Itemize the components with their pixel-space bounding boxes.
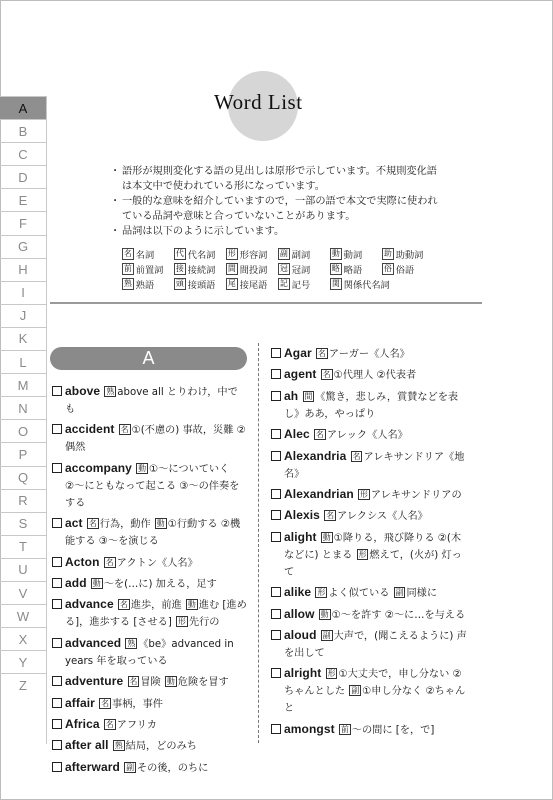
definition: アレキサンドリア《地名》 bbox=[284, 451, 465, 480]
pos-tag: 熟 bbox=[127, 638, 136, 648]
pos-tag: 動 bbox=[320, 609, 329, 619]
tab-p[interactable]: P bbox=[0, 442, 46, 465]
entry-checkbox[interactable] bbox=[271, 348, 281, 358]
pos-tag: 名 bbox=[352, 451, 361, 461]
headword: adventure bbox=[65, 674, 124, 689]
usage-notes bbox=[112, 164, 447, 239]
definition: 〜の間に [を，で] bbox=[351, 724, 435, 736]
pos-mark: 熟 bbox=[124, 278, 132, 288]
word-entry bbox=[52, 575, 247, 593]
note-1: ・ 語形が規則変化する語の見出しは原形で示しています。不規則変化語は本文中で使われている形になっています。 bbox=[112, 164, 447, 194]
entry-checkbox[interactable] bbox=[52, 386, 62, 396]
pos-tag: 動 bbox=[156, 519, 165, 529]
pos-tag: 形 bbox=[360, 489, 368, 499]
legend-row bbox=[122, 261, 457, 276]
word-entry bbox=[271, 584, 471, 602]
headword: alight bbox=[284, 529, 317, 544]
headword: Alexis bbox=[284, 508, 320, 523]
definition: ①〜についていく ②〜にともなって起こる ③〜の伴奏をする bbox=[65, 463, 240, 509]
pos-mark: 助 bbox=[384, 248, 392, 258]
pos-label: 副詞 bbox=[291, 249, 311, 261]
word-entry bbox=[271, 627, 471, 662]
legend-item bbox=[330, 246, 382, 261]
word-entry bbox=[271, 721, 471, 739]
pos-mark: 接 bbox=[176, 263, 184, 273]
definition: 進歩，前進 bbox=[130, 600, 185, 612]
entry-checkbox[interactable] bbox=[52, 424, 62, 434]
pos-mark: 代 bbox=[176, 248, 184, 258]
entry-checkbox[interactable] bbox=[271, 429, 281, 439]
section-header-a: A bbox=[50, 347, 247, 370]
pos-label: 冠詞 bbox=[291, 264, 311, 276]
headword: affair bbox=[65, 695, 95, 710]
pos-tag: 名 bbox=[326, 511, 335, 521]
legend-row bbox=[122, 276, 457, 291]
word-entry bbox=[52, 635, 247, 670]
entry-checkbox[interactable] bbox=[271, 609, 281, 619]
headword: amongst bbox=[284, 721, 335, 736]
word-entry bbox=[52, 421, 247, 456]
legend-item bbox=[278, 246, 330, 261]
legend-item bbox=[226, 261, 278, 276]
entry-checkbox[interactable] bbox=[52, 599, 62, 609]
definition: 進む [進める]，進歩する [させる] bbox=[65, 600, 247, 629]
definition: その後，のちに bbox=[137, 762, 209, 774]
headword: Alec bbox=[284, 427, 310, 442]
entry-checkbox[interactable] bbox=[271, 451, 281, 461]
pos-mark: 動 bbox=[332, 248, 340, 258]
entry-checkbox[interactable] bbox=[271, 532, 281, 542]
pos-mark: 副 bbox=[280, 248, 288, 258]
headword: accident bbox=[65, 422, 115, 437]
headword: advance bbox=[65, 597, 114, 612]
entry-checkbox[interactable] bbox=[52, 762, 62, 772]
definition: 《be》advanced in years 年を取っている bbox=[65, 638, 234, 667]
word-entry bbox=[271, 366, 471, 384]
definition: 結局，どのみち bbox=[125, 741, 197, 753]
legend-item bbox=[330, 261, 382, 276]
pos-tag: 形 bbox=[317, 588, 326, 598]
pos-label: 名詞 bbox=[135, 249, 155, 261]
legend-item bbox=[174, 246, 226, 261]
tab-u[interactable]: U bbox=[0, 558, 46, 581]
headword: alike bbox=[284, 585, 312, 600]
definition: 先行の bbox=[188, 617, 220, 629]
pos-label: 接頭語 bbox=[187, 279, 216, 291]
pos-label: 略語 bbox=[343, 264, 363, 276]
definition: アフリカ bbox=[116, 719, 157, 731]
legend-item bbox=[122, 261, 174, 276]
entry-checkbox[interactable] bbox=[52, 719, 62, 729]
tab-k[interactable]: K bbox=[0, 327, 46, 350]
pos-mark: 冠 bbox=[280, 263, 288, 273]
word-entry bbox=[271, 665, 471, 717]
entry-checkbox[interactable] bbox=[52, 518, 62, 528]
definition: アレクシス《人名》 bbox=[337, 511, 428, 523]
legend-item bbox=[278, 276, 330, 291]
headword: Alexandria bbox=[284, 448, 347, 463]
definition: ①(不慮の) 事故，災難 ②偶然 bbox=[65, 425, 246, 454]
definition: 同様に bbox=[406, 588, 438, 600]
pos-mark: 関 bbox=[332, 278, 340, 288]
word-entry bbox=[52, 515, 247, 550]
tab-j[interactable]: J bbox=[0, 304, 46, 327]
word-entry bbox=[271, 606, 471, 624]
definition: ①行動する ②機能する ③〜を演じる bbox=[65, 519, 241, 548]
definition: 《驚き，悲しみ，賞賛などを表し》ああ，やっぱり bbox=[284, 391, 459, 420]
word-entry bbox=[52, 596, 247, 631]
pos-mark: 形 bbox=[228, 248, 236, 258]
legend-item bbox=[122, 246, 174, 261]
pos-tag: 形 bbox=[327, 669, 336, 679]
entry-checkbox[interactable] bbox=[271, 510, 281, 520]
word-entry bbox=[271, 529, 471, 581]
legend-item bbox=[226, 246, 278, 261]
word-entry bbox=[52, 695, 247, 713]
legend-row bbox=[122, 246, 457, 261]
headword: Acton bbox=[65, 554, 100, 569]
definition: アレキサンドリアの bbox=[370, 489, 462, 501]
definition: ①大丈夫で，申し分ない ②ちゃんとした bbox=[284, 669, 462, 698]
headword: alright bbox=[284, 666, 322, 681]
legend-item bbox=[174, 261, 226, 276]
pos-label: 助動詞 bbox=[395, 249, 424, 261]
definition: 事柄，事件 bbox=[112, 698, 163, 710]
definition: 危険を冒す bbox=[177, 677, 229, 689]
definition: ①降りる，飛び降りる ②(木などに) とまる bbox=[284, 532, 462, 561]
index-edge-line bbox=[46, 96, 47, 744]
headword: ah bbox=[284, 388, 299, 403]
pos-tag: 動 bbox=[188, 600, 196, 610]
word-list-left-column bbox=[52, 383, 247, 780]
definition: 燃えて，(火が) 灯って bbox=[284, 549, 462, 578]
tab-h[interactable]: H bbox=[0, 258, 46, 281]
pos-tag: 前 bbox=[341, 724, 349, 734]
pos-mark: 尾 bbox=[228, 278, 236, 288]
tab-e[interactable]: E bbox=[0, 188, 46, 211]
definition: アーガー《人名》 bbox=[328, 349, 410, 360]
header-divider bbox=[50, 302, 482, 304]
pos-tag: 動 bbox=[166, 677, 175, 687]
tab-z[interactable]: Z bbox=[0, 673, 46, 696]
definition: よく似ている bbox=[328, 588, 393, 600]
word-entry bbox=[52, 460, 247, 512]
entry-checkbox[interactable] bbox=[271, 369, 281, 379]
tab-d[interactable]: D bbox=[0, 165, 46, 188]
word-entry bbox=[271, 448, 471, 483]
tab-v[interactable]: V bbox=[0, 581, 46, 604]
pos-mark: 頭 bbox=[176, 278, 184, 288]
entry-checkbox[interactable] bbox=[52, 557, 62, 567]
part-of-speech-legend bbox=[122, 246, 457, 291]
tab-m[interactable]: M bbox=[0, 373, 46, 396]
definition: above all とりわけ，中でも bbox=[65, 387, 238, 415]
entry-checkbox[interactable] bbox=[52, 463, 62, 473]
pos-tag: 名 bbox=[105, 719, 114, 729]
pos-label: 動詞 bbox=[343, 249, 363, 261]
tab-b[interactable]: B bbox=[0, 119, 46, 142]
pos-tag: 名 bbox=[322, 370, 331, 380]
tab-c[interactable]: C bbox=[0, 142, 46, 165]
pos-label: 記号 bbox=[291, 279, 311, 291]
legend-item bbox=[278, 261, 330, 276]
definition: 大声で，(聞こえるように) 声を出して bbox=[284, 630, 467, 659]
tab-a[interactable]: A bbox=[0, 96, 46, 119]
tab-t[interactable]: T bbox=[0, 535, 46, 558]
pos-tag: 副 bbox=[351, 686, 360, 696]
pos-mark: 記 bbox=[280, 278, 288, 288]
tab-y[interactable]: Y bbox=[0, 650, 46, 673]
legend-item bbox=[330, 276, 400, 291]
word-entry bbox=[271, 345, 471, 363]
definition: 行為，動作 bbox=[99, 519, 154, 531]
word-entry bbox=[52, 716, 247, 734]
pos-tag: 名 bbox=[316, 430, 324, 440]
tab-q[interactable]: Q bbox=[0, 466, 46, 489]
pos-mark: 間 bbox=[228, 263, 236, 273]
headword: above bbox=[65, 384, 101, 398]
definition: アクトン《人名》 bbox=[116, 557, 198, 569]
entry-checkbox[interactable] bbox=[271, 668, 281, 678]
pos-tag: 名 bbox=[88, 519, 97, 529]
headword: add bbox=[65, 575, 87, 590]
word-entry bbox=[52, 383, 247, 418]
pos-mark: 俗 bbox=[384, 263, 392, 273]
pos-tag: 副 bbox=[395, 588, 404, 598]
entry-checkbox[interactable] bbox=[271, 630, 281, 640]
word-entry bbox=[271, 486, 471, 504]
word-list-right-column bbox=[271, 345, 471, 742]
entry-checkbox[interactable] bbox=[271, 489, 281, 499]
definition: ①代理人 ②代表者 bbox=[333, 370, 417, 382]
headword: act bbox=[65, 516, 83, 531]
pos-mark: 名 bbox=[124, 248, 132, 258]
alphabet-index bbox=[0, 96, 46, 696]
entry-checkbox[interactable] bbox=[271, 587, 281, 597]
entry-checkbox[interactable] bbox=[52, 698, 62, 708]
pos-tag: 動 bbox=[322, 532, 331, 542]
headword: Africa bbox=[65, 716, 100, 731]
headword: agent bbox=[284, 367, 317, 382]
word-entry bbox=[52, 737, 247, 755]
pos-label: 熟語 bbox=[135, 279, 155, 291]
pos-tag: 名 bbox=[120, 600, 128, 610]
legend-item bbox=[382, 246, 434, 261]
column-separator bbox=[258, 343, 259, 743]
tab-s[interactable]: S bbox=[0, 512, 46, 535]
word-entry bbox=[52, 673, 247, 691]
pos-mark: 前 bbox=[124, 263, 132, 273]
entry-checkbox[interactable] bbox=[52, 740, 62, 750]
pos-tag: 形 bbox=[358, 549, 367, 559]
pos-tag: 動 bbox=[92, 578, 101, 588]
pos-tag: 名 bbox=[101, 698, 110, 708]
definition: 〜を(…に) 加える，足す bbox=[103, 578, 217, 590]
pos-label: 関係代名詞 bbox=[343, 279, 390, 291]
note-3: ・ 品詞は以下のように示しています。 bbox=[112, 224, 447, 239]
definition: 冒険 bbox=[140, 677, 164, 689]
definition: ①〜を許す ②〜に…を与える bbox=[331, 609, 466, 621]
pos-label: 形容詞 bbox=[239, 249, 268, 261]
pos-tag: 熟 bbox=[114, 741, 123, 751]
headword: allow bbox=[284, 606, 315, 621]
tab-o[interactable]: O bbox=[0, 419, 46, 442]
definition: アレック《人名》 bbox=[326, 430, 408, 442]
word-entry bbox=[52, 759, 247, 777]
word-entry bbox=[271, 507, 471, 525]
tab-n[interactable]: N bbox=[0, 396, 46, 419]
pos-tag: 熟 bbox=[106, 387, 115, 396]
pos-label: 間投詞 bbox=[239, 264, 268, 276]
tab-r[interactable]: R bbox=[0, 489, 46, 512]
headword: after all bbox=[65, 738, 109, 753]
entry-checkbox[interactable] bbox=[52, 578, 62, 588]
entry-checkbox[interactable] bbox=[271, 724, 281, 734]
pos-tag: 名 bbox=[318, 349, 326, 358]
headword: aloud bbox=[284, 627, 317, 642]
headword: accompany bbox=[65, 460, 132, 475]
entry-checkbox[interactable] bbox=[271, 391, 281, 401]
pos-mark: 略 bbox=[332, 263, 340, 273]
pos-tag: 名 bbox=[129, 677, 138, 687]
pos-tag: 動 bbox=[138, 463, 147, 473]
legend-item bbox=[226, 276, 278, 291]
headword: Agar bbox=[284, 346, 312, 360]
tab-x[interactable]: X bbox=[0, 627, 46, 650]
pos-tag: 副 bbox=[126, 762, 134, 772]
pos-tag: 形 bbox=[178, 617, 186, 627]
tab-g[interactable]: G bbox=[0, 235, 46, 258]
pos-label: 前置詞 bbox=[135, 264, 164, 276]
headword: afterward bbox=[65, 759, 120, 774]
tab-w[interactable]: W bbox=[0, 604, 46, 627]
word-entry bbox=[271, 426, 471, 444]
word-entry bbox=[52, 554, 247, 572]
pos-tag: 副 bbox=[322, 630, 331, 640]
pos-tag: 名 bbox=[105, 557, 114, 567]
note-2: ・ 一般的な意味を紹介していますので，一部の語で本文で実際に使われている品詞や意味と合っていないことがあります。 bbox=[112, 194, 447, 224]
pos-label: 代名詞 bbox=[187, 249, 216, 261]
tab-l[interactable]: L bbox=[0, 350, 46, 373]
headword: advanced bbox=[65, 635, 122, 650]
tab-i[interactable]: I bbox=[0, 281, 46, 304]
entry-checkbox[interactable] bbox=[52, 638, 62, 648]
tab-f[interactable]: F bbox=[0, 211, 46, 234]
word-entry bbox=[271, 388, 471, 423]
pos-tag: 間 bbox=[304, 391, 313, 401]
pos-label: 接続詞 bbox=[187, 264, 216, 276]
legend-item bbox=[174, 276, 226, 291]
page-title: Word List bbox=[214, 90, 303, 114]
definition: ①申し分なく ②ちゃんと bbox=[284, 686, 466, 715]
legend-item bbox=[122, 276, 174, 291]
entry-checkbox[interactable] bbox=[52, 676, 62, 686]
pos-label: 接尾語 bbox=[239, 279, 268, 291]
pos-label: 俗語 bbox=[395, 264, 415, 276]
headword: Alexandrian bbox=[284, 486, 354, 501]
legend-item bbox=[382, 261, 434, 276]
pos-tag: 名 bbox=[120, 425, 129, 435]
